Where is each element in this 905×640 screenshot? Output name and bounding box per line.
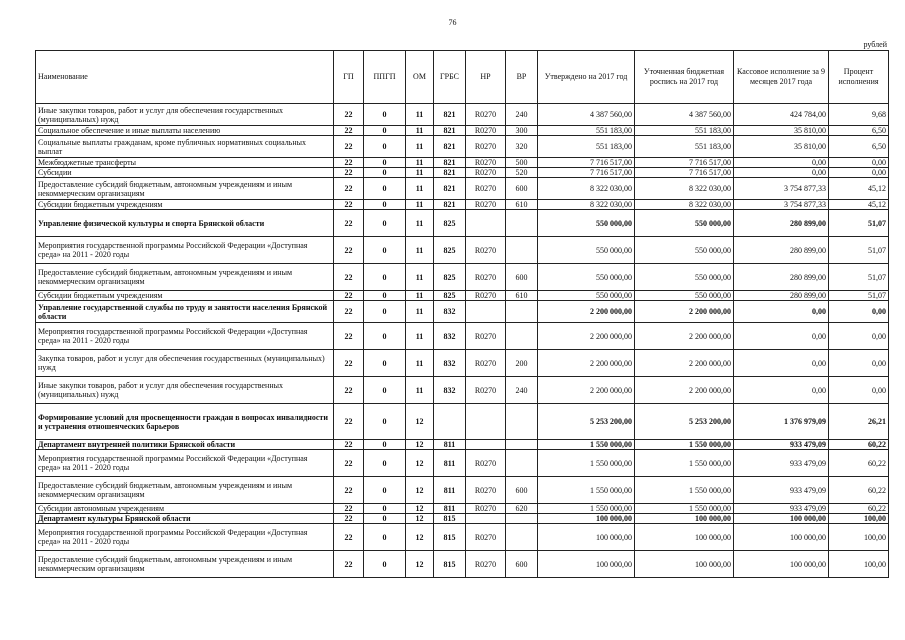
table-row (36, 158, 889, 168)
table-row (36, 551, 889, 578)
cell-grbs: 815 (434, 524, 466, 551)
cell-vr (506, 524, 538, 551)
cell-om: 11 (406, 323, 434, 350)
cell-percent: 100,00 (829, 551, 889, 578)
cell-name: Мероприятия государственной программы Российской Федерации «Доступная среда» на 2011 - 2020 годы (36, 524, 334, 551)
cell-refined: 2 200 000,00 (635, 377, 734, 404)
cell-np: R0270 (466, 551, 506, 578)
cell-approved: 100 000,00 (538, 514, 635, 524)
cell-name: Мероприятия государственной программы Российской Федерации «Доступная среда» на 2011 - 2020 годы (36, 450, 334, 477)
cell-cash: 3 754 877,33 (734, 200, 829, 210)
cell-np: R0270 (466, 178, 506, 200)
cell-ppgp: 0 (364, 210, 406, 237)
cell-ppgp: 0 (364, 551, 406, 578)
cell-gp: 22 (334, 350, 364, 377)
header-om: ОМ (406, 51, 434, 104)
cell-np: R0270 (466, 126, 506, 136)
cell-percent: 100,00 (829, 514, 889, 524)
table-row (36, 104, 889, 126)
cell-name: Мероприятия государственной программы Российской Федерации «Доступная среда» на 2011 - 2020 годы (36, 237, 334, 264)
cell-grbs: 825 (434, 291, 466, 301)
table-row (36, 301, 889, 323)
cell-name: Субсидии (36, 168, 334, 178)
cell-refined: 2 200 000,00 (635, 323, 734, 350)
cell-cash: 0,00 (734, 377, 829, 404)
cell-vr (506, 210, 538, 237)
cell-refined: 7 716 517,00 (635, 168, 734, 178)
cell-ppgp: 0 (364, 291, 406, 301)
cell-np (466, 440, 506, 450)
cell-approved: 1 550 000,00 (538, 440, 635, 450)
table-row (36, 178, 889, 200)
cell-gp: 22 (334, 200, 364, 210)
cell-np: R0270 (466, 158, 506, 168)
cell-gp: 22 (334, 377, 364, 404)
cell-vr: 520 (506, 168, 538, 178)
cell-approved: 4 387 560,00 (538, 104, 635, 126)
cell-np (466, 514, 506, 524)
cell-om: 12 (406, 440, 434, 450)
cell-vr: 200 (506, 350, 538, 377)
cell-ppgp: 0 (364, 514, 406, 524)
cell-percent: 0,00 (829, 301, 889, 323)
cell-percent: 0,00 (829, 168, 889, 178)
cell-np: R0270 (466, 350, 506, 377)
cell-refined: 550 000,00 (635, 291, 734, 301)
cell-name: Мероприятия государственной программы Российской Федерации «Доступная среда» на 2011 - 2020 годы (36, 323, 334, 350)
cell-vr (506, 237, 538, 264)
cell-om: 11 (406, 126, 434, 136)
cell-ppgp: 0 (364, 404, 406, 440)
cell-refined: 8 322 030,00 (635, 200, 734, 210)
cell-ppgp: 0 (364, 524, 406, 551)
cell-om: 11 (406, 377, 434, 404)
cell-name: Межбюджетные трансферты (36, 158, 334, 168)
cell-name: Предоставление субсидий бюджетным, автономным учреждениям и иным некоммерческим организациям (36, 551, 334, 578)
cell-om: 11 (406, 350, 434, 377)
units-label: рублей (863, 40, 887, 49)
cell-om: 11 (406, 210, 434, 237)
cell-ppgp: 0 (364, 168, 406, 178)
cell-np: R0270 (466, 104, 506, 126)
cell-refined: 550 000,00 (635, 264, 734, 291)
header-vr: ВР (506, 51, 538, 104)
header-cash: Кассовое исполнение за 9 месяцев 2017 года (734, 51, 829, 104)
cell-om: 11 (406, 136, 434, 158)
cell-cash: 933 479,09 (734, 477, 829, 504)
cell-percent: 100,00 (829, 524, 889, 551)
cell-cash: 0,00 (734, 158, 829, 168)
cell-approved: 100 000,00 (538, 524, 635, 551)
cell-percent: 6,50 (829, 136, 889, 158)
table-row (36, 168, 889, 178)
cell-np: R0270 (466, 504, 506, 514)
cell-gp: 22 (334, 524, 364, 551)
cell-name: Управление физической культуры и спорта Брянской области (36, 210, 334, 237)
cell-vr: 600 (506, 178, 538, 200)
cell-cash: 280 899,00 (734, 210, 829, 237)
cell-gp: 22 (334, 404, 364, 440)
cell-percent: 51,07 (829, 291, 889, 301)
cell-np: R0270 (466, 450, 506, 477)
cell-name: Предоставление субсидий бюджетным, автономным учреждениям и иным некоммерческим организациям (36, 178, 334, 200)
cell-om: 11 (406, 301, 434, 323)
cell-percent: 0,00 (829, 158, 889, 168)
cell-vr: 300 (506, 126, 538, 136)
cell-ppgp: 0 (364, 301, 406, 323)
cell-percent: 60,22 (829, 440, 889, 450)
cell-cash: 933 479,09 (734, 440, 829, 450)
cell-ppgp: 0 (364, 323, 406, 350)
cell-ppgp: 0 (364, 450, 406, 477)
cell-cash: 280 899,00 (734, 291, 829, 301)
table-row (36, 524, 889, 551)
cell-gp: 22 (334, 178, 364, 200)
cell-ppgp: 0 (364, 104, 406, 126)
cell-name: Департамент культуры Брянской области (36, 514, 334, 524)
cell-om: 12 (406, 404, 434, 440)
cell-approved: 1 550 000,00 (538, 504, 635, 514)
cell-cash: 0,00 (734, 350, 829, 377)
cell-cash: 0,00 (734, 323, 829, 350)
cell-cash: 933 479,09 (734, 504, 829, 514)
table-row (36, 237, 889, 264)
cell-om: 12 (406, 504, 434, 514)
cell-grbs: 821 (434, 200, 466, 210)
cell-vr (506, 301, 538, 323)
cell-om: 12 (406, 514, 434, 524)
cell-approved: 550 000,00 (538, 237, 635, 264)
cell-grbs: 811 (434, 504, 466, 514)
cell-refined: 551 183,00 (635, 136, 734, 158)
cell-grbs (434, 404, 466, 440)
cell-cash: 100 000,00 (734, 514, 829, 524)
cell-grbs: 811 (434, 477, 466, 504)
cell-vr: 610 (506, 291, 538, 301)
cell-refined: 7 716 517,00 (635, 158, 734, 168)
cell-cash: 0,00 (734, 168, 829, 178)
cell-name: Формирование условий для просвещенности граждан в вопросах инвалидности и устранения отношенческих барьеров (36, 404, 334, 440)
table-row (36, 350, 889, 377)
cell-gp: 22 (334, 210, 364, 237)
cell-refined: 2 200 000,00 (635, 301, 734, 323)
header-grbs: ГРБС (434, 51, 466, 104)
cell-om: 12 (406, 524, 434, 551)
table-row (36, 126, 889, 136)
cell-cash: 280 899,00 (734, 237, 829, 264)
cell-gp: 22 (334, 104, 364, 126)
cell-gp: 22 (334, 264, 364, 291)
cell-cash: 35 810,00 (734, 126, 829, 136)
cell-ppgp: 0 (364, 350, 406, 377)
cell-ppgp: 0 (364, 136, 406, 158)
cell-vr (506, 514, 538, 524)
cell-approved: 7 716 517,00 (538, 158, 635, 168)
table-row (36, 504, 889, 514)
cell-percent: 60,22 (829, 450, 889, 477)
cell-refined: 1 550 000,00 (635, 477, 734, 504)
cell-percent: 45,12 (829, 178, 889, 200)
cell-grbs: 811 (434, 450, 466, 477)
cell-grbs: 815 (434, 551, 466, 578)
cell-approved: 2 200 000,00 (538, 301, 635, 323)
cell-cash: 424 784,00 (734, 104, 829, 126)
cell-percent: 6,50 (829, 126, 889, 136)
cell-approved: 551 183,00 (538, 136, 635, 158)
table-row (36, 264, 889, 291)
cell-np: R0270 (466, 168, 506, 178)
cell-vr: 500 (506, 158, 538, 168)
cell-grbs: 815 (434, 514, 466, 524)
cell-np (466, 404, 506, 440)
cell-vr (506, 404, 538, 440)
cell-np (466, 301, 506, 323)
cell-name: Закупка товаров, работ и услуг для обеспечения государственных (муниципальных) нужд (36, 350, 334, 377)
cell-om: 11 (406, 178, 434, 200)
cell-cash: 100 000,00 (734, 524, 829, 551)
cell-name: Субсидии бюджетным учреждениям (36, 291, 334, 301)
cell-np: R0270 (466, 524, 506, 551)
cell-approved: 550 000,00 (538, 264, 635, 291)
cell-np: R0270 (466, 377, 506, 404)
cell-approved: 2 200 000,00 (538, 377, 635, 404)
cell-name: Иные закупки товаров, работ и услуг для обеспечения государственных (муниципальных) нужд (36, 377, 334, 404)
cell-np: R0270 (466, 200, 506, 210)
cell-grbs: 821 (434, 178, 466, 200)
cell-refined: 1 550 000,00 (635, 450, 734, 477)
cell-om: 12 (406, 551, 434, 578)
cell-vr (506, 450, 538, 477)
table-row (36, 404, 889, 440)
cell-gp: 22 (334, 168, 364, 178)
cell-grbs: 832 (434, 350, 466, 377)
cell-refined: 1 550 000,00 (635, 504, 734, 514)
cell-om: 11 (406, 237, 434, 264)
cell-grbs: 821 (434, 158, 466, 168)
cell-percent: 60,22 (829, 504, 889, 514)
cell-name: Иные закупки товаров, работ и услуг для обеспечения государственных (муниципальных) нужд (36, 104, 334, 126)
cell-approved: 1 550 000,00 (538, 477, 635, 504)
cell-gp: 22 (334, 301, 364, 323)
cell-cash: 3 754 877,33 (734, 178, 829, 200)
cell-cash: 1 376 979,09 (734, 404, 829, 440)
cell-vr: 610 (506, 200, 538, 210)
cell-percent: 51,07 (829, 210, 889, 237)
table-row (36, 377, 889, 404)
cell-percent: 51,07 (829, 264, 889, 291)
cell-name: Социальные выплаты гражданам, кроме публичных нормативных социальных выплат (36, 136, 334, 158)
table-row (36, 291, 889, 301)
cell-name: Предоставление субсидий бюджетным, автономным учреждениям и иным некоммерческим организациям (36, 477, 334, 504)
cell-name: Департамент внутренней политики Брянской области (36, 440, 334, 450)
cell-gp: 22 (334, 237, 364, 264)
cell-percent: 0,00 (829, 350, 889, 377)
cell-om: 11 (406, 158, 434, 168)
cell-cash: 35 810,00 (734, 136, 829, 158)
cell-ppgp: 0 (364, 237, 406, 264)
cell-np: R0270 (466, 477, 506, 504)
cell-vr: 240 (506, 104, 538, 126)
cell-refined: 8 322 030,00 (635, 178, 734, 200)
cell-np: R0270 (466, 237, 506, 264)
header-np: НР (466, 51, 506, 104)
cell-percent: 9,68 (829, 104, 889, 126)
cell-np: R0270 (466, 291, 506, 301)
cell-name: Предоставление субсидий бюджетным, автономным учреждениям и иным некоммерческим организациям (36, 264, 334, 291)
cell-refined: 100 000,00 (635, 551, 734, 578)
cell-refined: 5 253 200,00 (635, 404, 734, 440)
cell-percent: 60,22 (829, 477, 889, 504)
header-name: Наименование (36, 51, 334, 104)
cell-om: 11 (406, 264, 434, 291)
cell-ppgp: 0 (364, 377, 406, 404)
cell-grbs: 821 (434, 126, 466, 136)
cell-approved: 1 550 000,00 (538, 450, 635, 477)
cell-name: Субсидии бюджетным учреждениям (36, 200, 334, 210)
cell-gp: 22 (334, 450, 364, 477)
cell-grbs: 825 (434, 264, 466, 291)
cell-grbs: 825 (434, 210, 466, 237)
cell-om: 12 (406, 477, 434, 504)
cell-name: Субсидии автономным учреждениям (36, 504, 334, 514)
budget-table (35, 50, 889, 578)
cell-name: Управление государственной службы по труду и занятости населения Брянской области (36, 301, 334, 323)
cell-percent: 51,07 (829, 237, 889, 264)
cell-om: 11 (406, 200, 434, 210)
cell-ppgp: 0 (364, 158, 406, 168)
cell-gp: 22 (334, 291, 364, 301)
cell-refined: 100 000,00 (635, 524, 734, 551)
table-row (36, 200, 889, 210)
cell-name: Социальное обеспечение и иные выплаты населению (36, 126, 334, 136)
cell-ppgp: 0 (364, 477, 406, 504)
table-row (36, 477, 889, 504)
cell-np: R0270 (466, 136, 506, 158)
table-header (36, 51, 889, 104)
cell-grbs: 821 (434, 136, 466, 158)
cell-refined: 4 387 560,00 (635, 104, 734, 126)
cell-grbs: 825 (434, 237, 466, 264)
cell-approved: 5 253 200,00 (538, 404, 635, 440)
cell-om: 12 (406, 450, 434, 477)
header-percent: Процент исполнения (829, 51, 889, 104)
cell-ppgp: 0 (364, 440, 406, 450)
cell-approved: 2 200 000,00 (538, 350, 635, 377)
cell-grbs: 832 (434, 301, 466, 323)
cell-refined: 100 000,00 (635, 514, 734, 524)
header-gp: ГП (334, 51, 364, 104)
cell-grbs: 811 (434, 440, 466, 450)
cell-vr: 600 (506, 477, 538, 504)
cell-refined: 1 550 000,00 (635, 440, 734, 450)
cell-approved: 7 716 517,00 (538, 168, 635, 178)
cell-approved: 550 000,00 (538, 210, 635, 237)
cell-refined: 2 200 000,00 (635, 350, 734, 377)
cell-approved: 2 200 000,00 (538, 323, 635, 350)
cell-percent: 0,00 (829, 377, 889, 404)
cell-ppgp: 0 (364, 126, 406, 136)
cell-refined: 550 000,00 (635, 237, 734, 264)
table-row (36, 450, 889, 477)
table-row (36, 210, 889, 237)
page-number: 76 (448, 18, 457, 27)
cell-grbs: 832 (434, 323, 466, 350)
cell-cash: 280 899,00 (734, 264, 829, 291)
cell-vr (506, 440, 538, 450)
cell-ppgp: 0 (364, 200, 406, 210)
cell-grbs: 821 (434, 168, 466, 178)
cell-approved: 8 322 030,00 (538, 200, 635, 210)
cell-vr: 620 (506, 504, 538, 514)
cell-percent: 0,00 (829, 323, 889, 350)
cell-vr: 320 (506, 136, 538, 158)
header-refined: Уточненная бюджетная роспись на 2017 год (635, 51, 734, 104)
cell-vr (506, 323, 538, 350)
cell-grbs: 821 (434, 104, 466, 126)
cell-grbs: 832 (434, 377, 466, 404)
cell-ppgp: 0 (364, 264, 406, 291)
cell-np (466, 210, 506, 237)
table-row (36, 440, 889, 450)
cell-gp: 22 (334, 158, 364, 168)
cell-vr: 240 (506, 377, 538, 404)
cell-cash: 100 000,00 (734, 551, 829, 578)
table-row (36, 136, 889, 158)
table-body (36, 104, 889, 578)
cell-om: 11 (406, 168, 434, 178)
cell-gp: 22 (334, 551, 364, 578)
cell-percent: 26,21 (829, 404, 889, 440)
cell-gp: 22 (334, 514, 364, 524)
cell-approved: 8 322 030,00 (538, 178, 635, 200)
cell-vr: 600 (506, 551, 538, 578)
cell-refined: 550 000,00 (635, 210, 734, 237)
cell-ppgp: 0 (364, 178, 406, 200)
cell-vr: 600 (506, 264, 538, 291)
cell-refined: 551 183,00 (635, 126, 734, 136)
cell-approved: 551 183,00 (538, 126, 635, 136)
cell-np: R0270 (466, 323, 506, 350)
cell-percent: 45,12 (829, 200, 889, 210)
cell-gp: 22 (334, 504, 364, 514)
table-row (36, 514, 889, 524)
table-row (36, 323, 889, 350)
cell-om: 11 (406, 291, 434, 301)
cell-gp: 22 (334, 323, 364, 350)
cell-gp: 22 (334, 136, 364, 158)
cell-gp: 22 (334, 477, 364, 504)
header-ppgp: ППГП (364, 51, 406, 104)
cell-np: R0270 (466, 264, 506, 291)
cell-approved: 100 000,00 (538, 551, 635, 578)
cell-om: 11 (406, 104, 434, 126)
cell-gp: 22 (334, 440, 364, 450)
cell-approved: 550 000,00 (538, 291, 635, 301)
cell-cash: 933 479,09 (734, 450, 829, 477)
cell-gp: 22 (334, 126, 364, 136)
header-approved: Утверждено на 2017 год (538, 51, 635, 104)
cell-cash: 0,00 (734, 301, 829, 323)
cell-ppgp: 0 (364, 504, 406, 514)
